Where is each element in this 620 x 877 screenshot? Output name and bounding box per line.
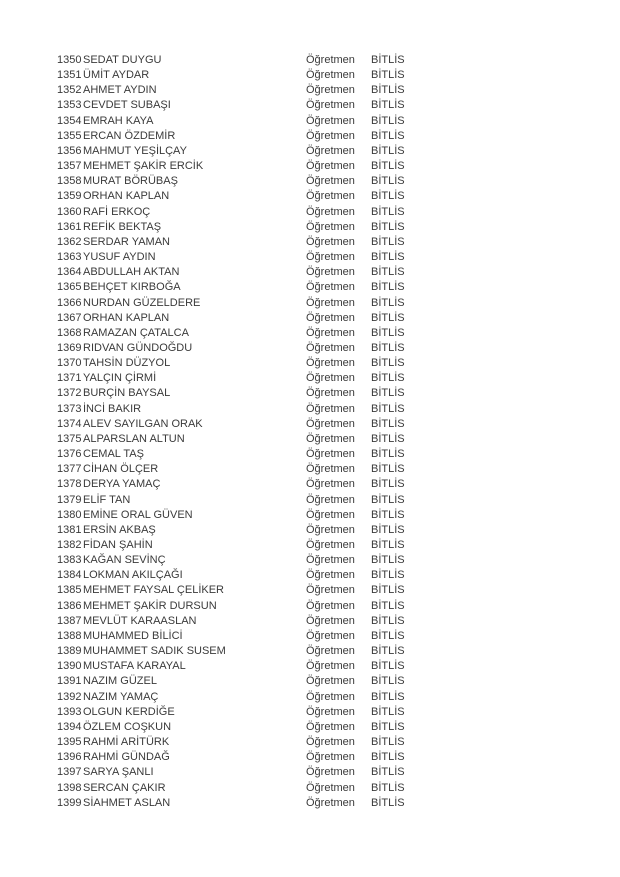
row-number: 1389 (57, 645, 82, 658)
row-number: 1366 (57, 296, 82, 309)
row-name: LOKMAN AKILÇAĞI (83, 569, 183, 582)
row-province: BİTLİS (371, 281, 405, 294)
list-row (0, 493, 620, 508)
row-title: Öğretmen (306, 675, 355, 688)
row-province: BİTLİS (371, 675, 405, 688)
row-province: BİTLİS (371, 84, 405, 97)
row-province: BİTLİS (371, 129, 405, 142)
list-row (0, 583, 620, 598)
name-list (0, 53, 620, 811)
row-title: Öğretmen (306, 584, 355, 597)
row-title: Öğretmen (306, 387, 355, 400)
row-number: 1397 (57, 766, 82, 779)
row-province: BİTLİS (371, 190, 405, 203)
row-number: 1361 (57, 220, 82, 233)
row-name: ERCAN ÖZDEMİR (83, 129, 176, 142)
row-title: Öğretmen (306, 341, 355, 354)
row-province: BİTLİS (371, 432, 405, 445)
row-number: 1399 (57, 796, 82, 809)
list-row (0, 781, 620, 796)
row-name: MUHAMMET SADIK SUSEM (83, 645, 226, 658)
row-name: BEHÇET KIRBOĞA (83, 281, 181, 294)
row-name: ERSİN AKBAŞ (83, 523, 156, 536)
list-row (0, 705, 620, 720)
list-row (0, 114, 620, 129)
row-number: 1362 (57, 235, 82, 248)
list-row (0, 477, 620, 492)
row-number: 1359 (57, 190, 82, 203)
row-number: 1354 (57, 114, 82, 127)
row-title: Öğretmen (306, 614, 355, 627)
list-row (0, 432, 620, 447)
row-title: Öğretmen (306, 311, 355, 324)
list-row (0, 462, 620, 477)
list-row (0, 189, 620, 204)
row-number: 1390 (57, 660, 82, 673)
list-row (0, 235, 620, 250)
row-title: Öğretmen (306, 796, 355, 809)
row-number: 1350 (57, 54, 82, 66)
row-title: Öğretmen (306, 326, 355, 339)
list-row (0, 523, 620, 538)
row-number: 1385 (57, 584, 82, 597)
row-province: BİTLİS (371, 417, 405, 430)
row-province: BİTLİS (371, 235, 405, 248)
row-number: 1360 (57, 205, 82, 218)
row-title: Öğretmen (306, 569, 355, 582)
row-province: BİTLİS (371, 751, 405, 764)
row-name: DERYA YAMAÇ (83, 478, 161, 491)
row-province: BİTLİS (371, 629, 405, 642)
row-title: Öğretmen (306, 402, 355, 415)
row-province: BİTLİS (371, 402, 405, 415)
list-row (0, 765, 620, 780)
row-number: 1393 (57, 705, 82, 718)
list-row (0, 508, 620, 523)
row-province: BİTLİS (371, 296, 405, 309)
row-number: 1383 (57, 554, 82, 567)
row-title: Öğretmen (306, 478, 355, 491)
row-title: Öğretmen (306, 705, 355, 718)
row-number: 1395 (57, 736, 82, 749)
row-number: 1392 (57, 690, 82, 703)
row-name: SERCAN ÇAKIR (83, 781, 166, 794)
row-number: 1376 (57, 448, 82, 461)
row-title: Öğretmen (306, 690, 355, 703)
list-row (0, 280, 620, 295)
row-title: Öğretmen (306, 99, 355, 112)
row-title: Öğretmen (306, 736, 355, 749)
row-name: YUSUF AYDIN (83, 251, 156, 264)
row-name: ALPARSLAN ALTUN (83, 432, 185, 445)
row-province: BİTLİS (371, 781, 405, 794)
row-title: Öğretmen (306, 554, 355, 567)
row-title: Öğretmen (306, 599, 355, 612)
list-row (0, 553, 620, 568)
row-province: BİTLİS (371, 523, 405, 536)
row-number: 1356 (57, 144, 82, 157)
list-row (0, 341, 620, 356)
row-title: Öğretmen (306, 114, 355, 127)
row-name: İNCİ BAKIR (83, 402, 142, 415)
row-province: BİTLİS (371, 493, 405, 506)
row-number: 1378 (57, 478, 82, 491)
row-name: OLGUN KERDİĞE (83, 705, 175, 718)
row-province: BİTLİS (371, 478, 405, 491)
list-row (0, 326, 620, 341)
row-number: 1364 (57, 266, 82, 279)
row-title: Öğretmen (306, 781, 355, 794)
row-title: Öğretmen (306, 235, 355, 248)
row-name: FİDAN ŞAHİN (83, 539, 153, 551)
row-number: 1367 (57, 311, 82, 324)
row-title: Öğretmen (306, 281, 355, 294)
list-row (0, 129, 620, 144)
list-row (0, 796, 620, 811)
list-row (0, 386, 620, 401)
row-title: Öğretmen (306, 372, 355, 385)
row-title: Öğretmen (306, 190, 355, 203)
row-name: ÜMİT AYDAR (83, 69, 150, 82)
row-province: BİTLİS (371, 584, 405, 597)
row-province: BİTLİS (371, 160, 405, 173)
list-row (0, 614, 620, 629)
list-row (0, 750, 620, 765)
row-name: KAĞAN SEVİNÇ (83, 554, 166, 567)
row-number: 1377 (57, 463, 82, 476)
row-name: ALEV SAYILGAN ORAK (83, 417, 203, 430)
row-province: BİTLİS (371, 463, 405, 476)
row-number: 1384 (57, 569, 82, 582)
row-province: BİTLİS (371, 690, 405, 703)
list-row (0, 538, 620, 553)
row-name: MEHMET ŞAKİR DURSUN (83, 599, 217, 612)
row-name: RAMAZAN ÇATALCA (83, 326, 189, 339)
row-title: Öğretmen (306, 523, 355, 536)
row-number: 1358 (57, 175, 82, 188)
row-province: BİTLİS (371, 114, 405, 127)
row-name: MAHMUT YEŞİLÇAY (83, 144, 187, 157)
row-number: 1379 (57, 493, 82, 506)
row-number: 1394 (57, 720, 82, 733)
row-title: Öğretmen (306, 751, 355, 764)
list-row (0, 659, 620, 674)
row-number: 1369 (57, 341, 82, 354)
row-number: 1386 (57, 599, 82, 612)
row-province: BİTLİS (371, 311, 405, 324)
list-row (0, 174, 620, 189)
row-title: Öğretmen (306, 432, 355, 445)
row-number: 1353 (57, 99, 82, 112)
list-row (0, 674, 620, 689)
row-name: SARYA ŞANLI (83, 766, 154, 779)
row-number: 1381 (57, 523, 82, 536)
row-title: Öğretmen (306, 720, 355, 733)
list-row (0, 250, 620, 265)
row-province: BİTLİS (371, 99, 405, 112)
row-number: 1357 (57, 160, 82, 173)
row-number: 1398 (57, 781, 82, 794)
row-province: BİTLİS (371, 357, 405, 370)
row-province: BİTLİS (371, 69, 405, 82)
row-number: 1388 (57, 629, 82, 642)
list-row (0, 296, 620, 311)
row-province: BİTLİS (371, 705, 405, 718)
list-row (0, 68, 620, 83)
list-row (0, 98, 620, 113)
row-province: BİTLİS (371, 326, 405, 339)
row-name: RAHMİ ARİTÜRK (83, 736, 170, 749)
list-row (0, 53, 620, 68)
row-number: 1374 (57, 417, 82, 430)
row-name: SERDAR YAMAN (83, 235, 171, 248)
list-row (0, 417, 620, 432)
row-name: EMİNE ORAL GÜVEN (83, 508, 193, 521)
list-row (0, 265, 620, 280)
row-name: NAZIM YAMAÇ (83, 690, 159, 703)
row-province: BİTLİS (371, 251, 405, 264)
row-province: BİTLİS (371, 341, 405, 354)
row-name: ELİF TAN (83, 493, 131, 506)
row-title: Öğretmen (306, 463, 355, 476)
list-row (0, 599, 620, 614)
row-province: BİTLİS (371, 599, 405, 612)
list-row (0, 629, 620, 644)
row-title: Öğretmen (306, 160, 355, 173)
row-province: BİTLİS (371, 569, 405, 582)
row-number: 1351 (57, 69, 82, 82)
row-title: Öğretmen (306, 296, 355, 309)
row-province: BİTLİS (371, 144, 405, 157)
row-title: Öğretmen (306, 629, 355, 642)
row-title: Öğretmen (306, 645, 355, 658)
row-title: Öğretmen (306, 448, 355, 461)
row-number: 1352 (57, 84, 82, 97)
row-number: 1372 (57, 387, 82, 400)
row-number: 1371 (57, 372, 82, 385)
list-row (0, 720, 620, 735)
row-number: 1380 (57, 508, 82, 521)
row-name: ABDULLAH AKTAN (83, 266, 180, 279)
row-number: 1370 (57, 357, 82, 370)
row-title: Öğretmen (306, 251, 355, 264)
row-name: BURÇİN BAYSAL (83, 387, 171, 400)
list-row (0, 735, 620, 750)
row-title: Öğretmen (306, 493, 355, 506)
row-province: BİTLİS (371, 220, 405, 233)
list-row (0, 83, 620, 98)
row-title: Öğretmen (306, 175, 355, 188)
row-name: MEVLÜT KARAASLAN (83, 614, 197, 627)
row-name: MEHMET FAYSAL ÇELİKER (83, 584, 225, 597)
row-name: CEVDET SUBAŞI (83, 99, 171, 112)
row-province: BİTLİS (371, 720, 405, 733)
row-province: BİTLİS (371, 796, 405, 809)
row-province: BİTLİS (371, 266, 405, 279)
row-name: CEMAL TAŞ (83, 448, 144, 461)
list-row (0, 220, 620, 235)
row-name: NAZIM GÜZEL (83, 675, 157, 688)
row-province: BİTLİS (371, 54, 405, 66)
row-number: 1387 (57, 614, 82, 627)
row-title: Öğretmen (306, 205, 355, 218)
row-name: TAHSİN DÜZYOL (83, 357, 171, 370)
row-number: 1396 (57, 751, 82, 764)
row-name: SEDAT DUYGU (83, 54, 162, 66)
row-number: 1373 (57, 402, 82, 415)
row-number: 1391 (57, 675, 82, 688)
row-name: EMRAH KAYA (83, 114, 154, 127)
list-row (0, 568, 620, 583)
row-province: BİTLİS (371, 448, 405, 461)
row-name: RIDVAN GÜNDOĞDU (83, 341, 193, 354)
row-name: NURDAN GÜZELDERE (83, 296, 201, 309)
row-title: Öğretmen (306, 84, 355, 97)
row-province: BİTLİS (371, 736, 405, 749)
row-number: 1365 (57, 281, 82, 294)
row-title: Öğretmen (306, 357, 355, 370)
row-province: BİTLİS (371, 387, 405, 400)
list-row (0, 447, 620, 462)
row-name: ORHAN KAPLAN (83, 190, 170, 203)
row-title: Öğretmen (306, 539, 355, 551)
list-row (0, 144, 620, 159)
row-title: Öğretmen (306, 129, 355, 142)
row-name: RAFİ ERKOÇ (83, 205, 151, 218)
row-title: Öğretmen (306, 144, 355, 157)
row-title: Öğretmen (306, 220, 355, 233)
list-row (0, 159, 620, 174)
row-province: BİTLİS (371, 660, 405, 673)
row-title: Öğretmen (306, 266, 355, 279)
row-title: Öğretmen (306, 766, 355, 779)
row-name: CİHAN ÖLÇER (83, 463, 159, 476)
row-name: MUHAMMED BİLİCİ (83, 629, 183, 642)
list-row (0, 371, 620, 386)
row-name: ORHAN KAPLAN (83, 311, 170, 324)
row-title: Öğretmen (306, 54, 355, 66)
row-name: SİAHMET ASLAN (83, 796, 171, 809)
row-name: MURAT BÖRÜBAŞ (83, 175, 178, 188)
list-row (0, 402, 620, 417)
row-number: 1382 (57, 539, 82, 551)
row-title: Öğretmen (306, 69, 355, 82)
row-name: REFİK BEKTAŞ (83, 220, 162, 233)
row-name: MEHMET ŞAKİR ERCİK (83, 160, 204, 173)
row-name: RAHMİ GÜNDAĞ (83, 751, 170, 764)
row-name: AHMET AYDIN (83, 84, 157, 97)
row-number: 1375 (57, 432, 82, 445)
row-title: Öğretmen (306, 417, 355, 430)
row-number: 1363 (57, 251, 82, 264)
row-province: BİTLİS (371, 508, 405, 521)
list-row (0, 644, 620, 659)
row-number: 1368 (57, 326, 82, 339)
list-row (0, 356, 620, 371)
row-province: BİTLİS (371, 554, 405, 567)
row-title: Öğretmen (306, 660, 355, 673)
row-province: BİTLİS (371, 766, 405, 779)
list-row (0, 311, 620, 326)
row-name: YALÇIN ÇİRMİ (83, 372, 157, 385)
row-province: BİTLİS (371, 614, 405, 627)
row-name: ÖZLEM COŞKUN (83, 720, 172, 733)
row-number: 1355 (57, 129, 82, 142)
row-name: MUSTAFA KARAYAL (83, 660, 186, 673)
list-row (0, 690, 620, 705)
row-province: BİTLİS (371, 645, 405, 658)
row-province: BİTLİS (371, 175, 405, 188)
row-title: Öğretmen (306, 508, 355, 521)
list-row (0, 205, 620, 220)
row-province: BİTLİS (371, 372, 405, 385)
row-province: BİTLİS (371, 205, 405, 218)
row-province: BİTLİS (371, 539, 405, 551)
